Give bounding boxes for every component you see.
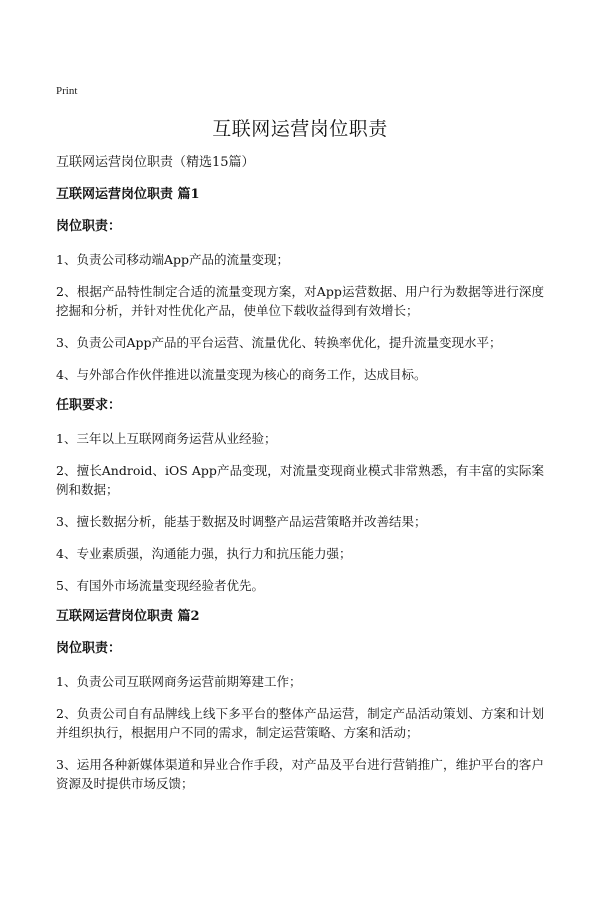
duties-heading: 岗位职责： [56, 641, 122, 656]
duty-item: 3、负责公司App产品的平台运营、流量优化、转换率优化，提升流量变现水平； [56, 335, 502, 350]
section-2 [56, 608, 544, 793]
duty-item: 1、负责公司互联网商务运营前期筹建工作； [56, 674, 302, 689]
requirement-item: 1、三年以上互联网商务运营从业经验； [56, 431, 277, 446]
page-title: 互联网运营岗位职责 [212, 118, 388, 140]
duty-item: 3、运用各种新媒体渠道和异业合作手段，对产品及平台进行营销推广，维护平台的客户资源及时提供市场反馈； [56, 757, 544, 791]
requirement-item: 4、专业素质强，沟通能力强，执行力和抗压能力强； [56, 546, 352, 561]
requirement-item: 2、擅长Android、iOS App产品变现，对流量变现商业模式非常熟悉，有丰富的实际案例和数据； [56, 463, 544, 497]
duties-heading: 岗位职责： [56, 219, 122, 234]
document-subtitle: 互联网运营岗位职责（精选15篇） [56, 155, 255, 170]
duty-item: 4、与外部合作伙伴推进以流量变现为核心的商务工作，达成目标。 [56, 367, 427, 382]
duty-item: 2、负责公司自有品牌线上线下多平台的整体产品运营，制定产品活动策划、方案和计划并组织执行，根据用户不同的需求，制定运营策略、方案和活动； [56, 706, 544, 740]
requirements-heading: 任职要求： [56, 398, 122, 413]
print-label: Print [56, 85, 78, 97]
duty-item: 2、根据产品特性制定合适的流量变现方案，对App运营数据、用户行为数据等进行深度挖掘和分析，并针对性优化产品，使单位下载收益得到有效增长； [56, 284, 544, 318]
requirement-item: 5、有国外市场流量变现经验者优先。 [56, 578, 264, 593]
section-title: 互联网运营岗位职责 篇2 [56, 609, 200, 624]
section-title: 互联网运营岗位职责 篇1 [56, 187, 200, 202]
section-1 [56, 186, 544, 595]
requirement-item: 3、擅长数据分析，能基于数据及时调整产品运营策略并改善结果； [56, 514, 427, 529]
duty-item: 1、负责公司移动端App产品的流量变现； [56, 252, 289, 267]
